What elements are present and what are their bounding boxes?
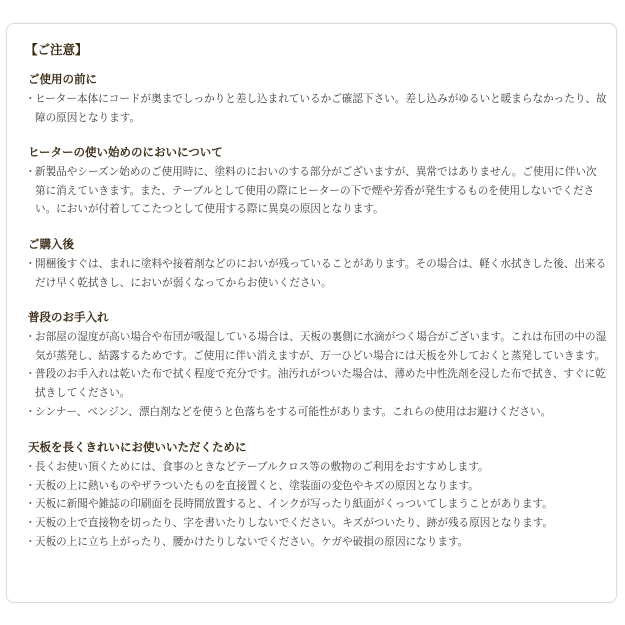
section-title: ヒーターの使い始めのにおいについて: [28, 145, 223, 160]
section-title: ご使用の前に: [28, 72, 97, 86]
section-title: 天板を長くきれいにお使いいただくために: [28, 440, 247, 455]
list-item: [25, 365, 607, 402]
section-title: 普段のお手入れ: [28, 310, 109, 325]
item-text: 天板の上に立ち上がったり、腰かけたりしないでください。ケガや破損の原因になります。: [35, 535, 469, 548]
item-text: ヒーター本体にコードが奥までしっかりと差し込まれているかご確認下さい。差し込みがゆるいと暖まらなかったり、故障の原因となります。: [35, 93, 607, 124]
section-daily-care: [25, 309, 607, 421]
item-text: 新製品やシーズン始めのご使用時に、塗料のにおいのする部分がございますが、異常ではありません。ご使用に伴い次第に消えていきます。また、テーブルとして使用の際にヒーターの下で煙や芳香が発生するものを使用しないでください。においが付着してこたつとして使用する際に異臭の原因となります。: [35, 166, 597, 216]
bullet: ・: [25, 166, 36, 179]
bullet: ・: [25, 93, 36, 105]
section-after-purchase: [25, 236, 607, 292]
notice-title: 【ご注意】: [25, 42, 88, 57]
section-items: [25, 328, 607, 421]
bullet: ・: [25, 368, 36, 381]
item-text: 天板の上に熱いものやザラついたものを直接置くと、塗装面の変色やキズの原因となります。: [35, 479, 479, 492]
list-item: [25, 328, 607, 365]
section-items: [25, 255, 607, 292]
bullet: ・: [25, 405, 36, 418]
list-item: [25, 458, 607, 477]
item-text: 長くお使い頂くためには、食事のときなどテーブルクロス等の敷物のご利用をおすすめします。: [35, 461, 489, 474]
bullet: ・: [25, 331, 36, 344]
list-item: [25, 495, 607, 514]
section-items: [25, 458, 607, 551]
list-item: [25, 255, 607, 292]
section-items: [25, 90, 607, 127]
bullet: ・: [25, 479, 36, 492]
bullet: ・: [25, 498, 36, 511]
notice-card: [6, 23, 617, 603]
bullet: ・: [25, 535, 36, 548]
item-text: シンナー、ベンジン、漂白剤などを使うと色落ちをする可能性があります。これらの使用はお避けください。: [35, 405, 552, 418]
list-item: [25, 514, 607, 533]
bullet: ・: [25, 257, 36, 270]
section-tabletop-care: [25, 439, 607, 551]
section-title: ご購入後: [28, 236, 74, 251]
list-item: [25, 477, 607, 496]
list-item: [25, 533, 607, 552]
bullet: ・: [25, 516, 36, 529]
item-text: 開梱後すぐは、まれに塗料や接着剤などのにおいが残っていることがあります。その場合は、軽く水拭きした後、出来るだけ早く乾拭きし、においが弱くなってからお使いください。: [35, 257, 607, 289]
notice-content: [25, 42, 607, 551]
list-item: [25, 163, 607, 219]
section-initial-odor: [25, 144, 607, 219]
bullet: ・: [25, 461, 36, 474]
item-text: 普段のお手入れは乾いた布で拭く程度で充分です。油汚れがついた場合は、薄めた中性洗剤を浸した布で拭き、すぐに乾拭きしてください。: [35, 368, 606, 399]
item-text: 天板の上で直接物を切ったり、字を書いたりしないでください。キズがついたり、跡が残る原因となります。: [35, 516, 554, 529]
item-text: お部屋の湿度が高い場合や布団が吸湿している場合は、天板の裏側に水滴がつく場合がございます。これは布団の中の湿気が蒸発し、結露するためです。ご使用に伴い消えますが、万一ひどい場合には天板を外しておくと蒸発していきます。: [35, 331, 607, 362]
list-item: [25, 90, 607, 127]
section-before-use: [25, 71, 607, 127]
list-item: [25, 403, 607, 422]
section-items: [25, 163, 607, 219]
item-text: 天板に新聞や雑誌の印刷面を長時間放置すると、インクが写ったり紙面がくっついてしまうことがあります。: [35, 498, 553, 511]
